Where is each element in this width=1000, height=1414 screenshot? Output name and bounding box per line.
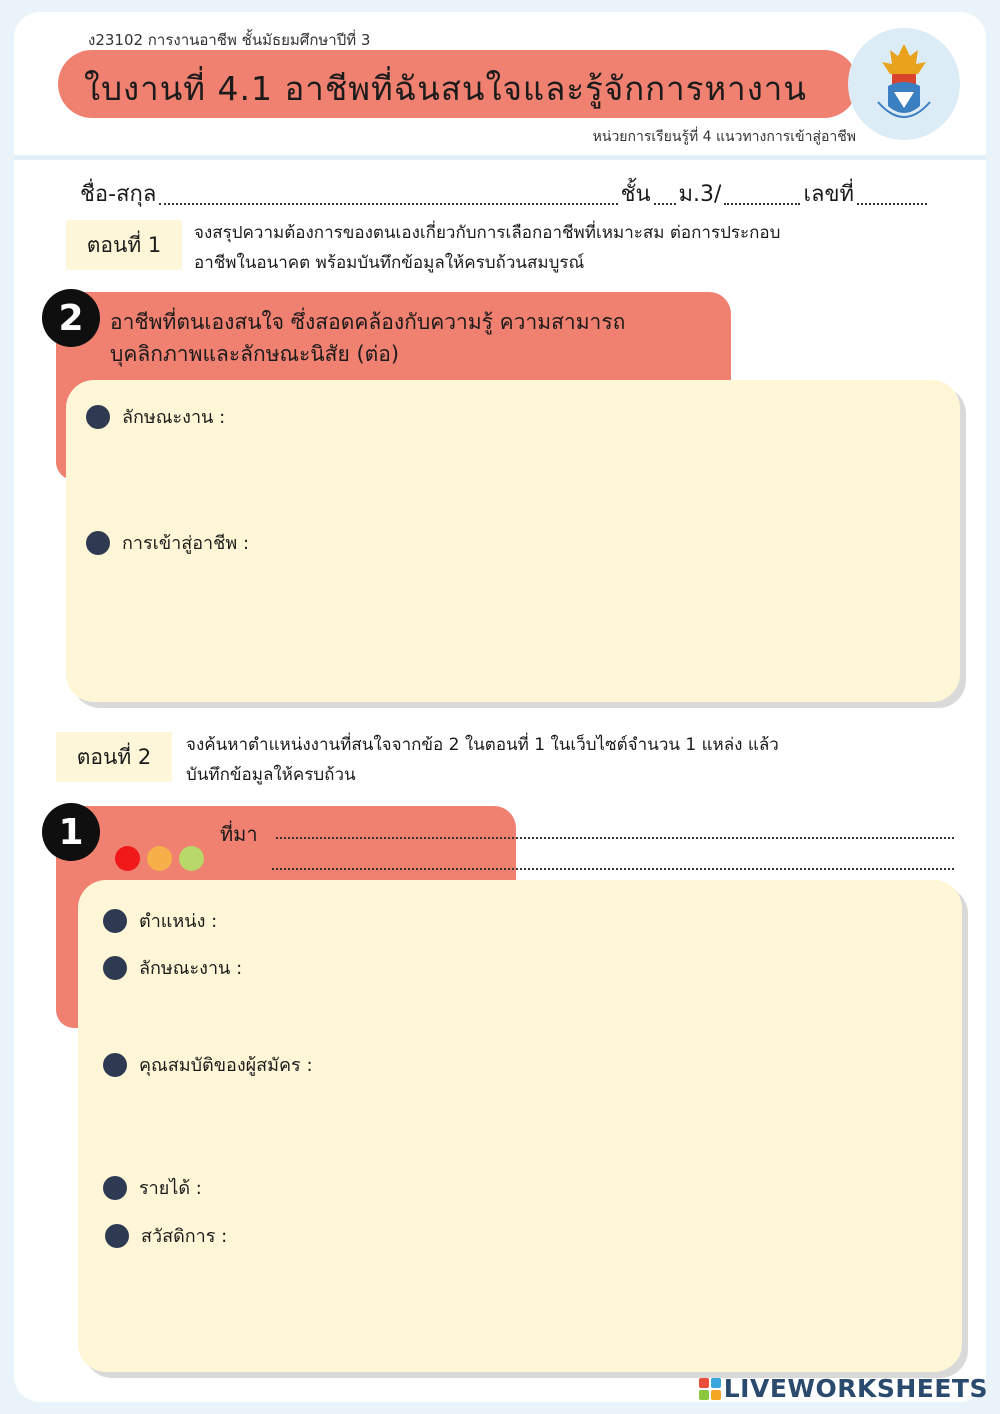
- part1-instruction-line1: จงสรุปความต้องการของตนเองเกี่ยวกับการเลือกอาชีพที่เหมาะสม ต่อการประกอบ: [194, 223, 781, 243]
- part2-field-qualifications[interactable]: [103, 1050, 313, 1079]
- orange-dot-icon: [147, 846, 172, 871]
- part1-card-title-line1: อาชีพที่ตนเองสนใจ ซึ่งสอดคล้องกับความรู้ ความสามารถ: [110, 310, 626, 334]
- field-label: คุณสมบัติของผู้สมัคร :: [139, 1055, 313, 1076]
- field-label: รายได้ :: [139, 1178, 202, 1199]
- school-logo: [848, 28, 960, 140]
- source-line-1[interactable]: [276, 836, 954, 839]
- bullet-icon: [105, 1224, 129, 1248]
- part1-instruction-line2: อาชีพในอนาคต พร้อมบันทึกข้อมูลให้ครบถ้วนสมบูรณ์: [194, 253, 585, 273]
- page-title: ใบงานที่ 4.1 อาชีพที่ฉันสนใจและรู้จักการหางาน: [84, 69, 807, 108]
- part1-field-career-entry[interactable]: [86, 528, 249, 557]
- bullet-icon: [86, 405, 110, 429]
- part1-card-title-line2: บุคลิกภาพและลักษณะนิสัย (ต่อ): [110, 342, 400, 366]
- red-dot-icon: [115, 846, 140, 871]
- part2-field-job-nature[interactable]: [103, 953, 242, 982]
- field-label: ลักษณะงาน :: [122, 407, 226, 428]
- unit-subtitle: หน่วยการเรียนรู้ที่ 4 แนวทางการเข้าสู่อาชีพ: [592, 129, 856, 145]
- class-level-field[interactable]: [654, 202, 676, 205]
- part1-card-title: [110, 306, 720, 370]
- bullet-icon: [103, 956, 127, 980]
- part1-card-number: 2: [42, 289, 100, 347]
- green-dot-icon: [179, 846, 204, 871]
- bullet-icon: [86, 531, 110, 555]
- part2-card-number: 1: [42, 803, 100, 861]
- field-label: ลักษณะงาน :: [139, 958, 243, 979]
- brand-name: LIVEWORKSHEETS: [723, 1374, 988, 1403]
- number-label: เลขที่: [803, 182, 854, 207]
- part2-label-box: [56, 732, 172, 782]
- part2-label: ตอนที่ 2: [76, 744, 152, 769]
- source-line-2[interactable]: [272, 867, 954, 870]
- field-label: สวัสดิการ :: [141, 1226, 228, 1247]
- part2-instruction: [186, 730, 936, 790]
- class-label: ชั้น: [620, 182, 651, 207]
- part2-field-income[interactable]: [103, 1173, 202, 1202]
- name-label: ชื่อ-สกุล: [80, 182, 157, 207]
- name-field[interactable]: [159, 202, 617, 205]
- class-room-field[interactable]: [724, 202, 800, 205]
- part1-label-box: [66, 220, 182, 270]
- class-prefix: ม.3/: [678, 182, 722, 207]
- part1-instruction: [194, 218, 934, 278]
- field-label: ตำแหน่ง :: [139, 911, 218, 932]
- part2-instruction-line1: จงค้นหาตำแหน่งงานที่สนใจจากข้อ 2 ในตอนที่ 1 ในเว็บไซต์จำนวน 1 แหล่ง แล้ว: [186, 735, 779, 755]
- bullet-icon: [103, 909, 127, 933]
- liveworksheets-icon: [699, 1378, 721, 1400]
- crest-icon: [848, 28, 960, 140]
- part2-field-position[interactable]: [103, 906, 217, 935]
- student-info-row: [80, 176, 930, 211]
- part1-field-job-nature[interactable]: [86, 402, 225, 431]
- field-label: การเข้าสู่อาชีพ :: [122, 533, 250, 554]
- liveworksheets-logo: [699, 1374, 988, 1403]
- bullet-icon: [103, 1053, 127, 1077]
- course-code: ง23102 การงานอาชีพ ชั้นมัธยมศึกษาปีที่ 3: [88, 31, 371, 49]
- number-field[interactable]: [857, 202, 927, 205]
- bullet-icon: [103, 1176, 127, 1200]
- header-divider: [14, 155, 986, 160]
- part2-field-benefits[interactable]: [105, 1221, 227, 1250]
- part2-instruction-line2: บันทึกข้อมูลให้ครบถ้วน: [186, 765, 356, 785]
- source-label: ที่มา: [220, 822, 258, 846]
- part1-label: ตอนที่ 1: [86, 232, 162, 257]
